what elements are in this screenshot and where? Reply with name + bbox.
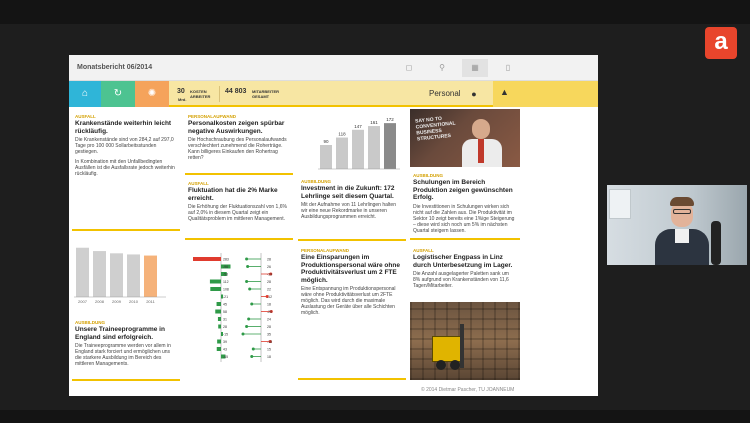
lehrlinge-chart — [298, 111, 406, 176]
report-slide — [69, 55, 598, 396]
card-abweichungen-chart[interactable] — [185, 245, 293, 380]
card-title: Fluktuation hat die 2% Marke erreicht. — [188, 187, 278, 202]
card-title: Schulungen im Bereich Produktion zeigen gewünschten Erfolg. — [413, 179, 513, 201]
card-title: Unsere Traineeprogramme in England sind erfolgreich. — [75, 326, 165, 341]
krankenstand-year-label: 2011 — [146, 299, 155, 304]
photo-person-head — [472, 119, 490, 139]
abweichung-value-left: 39 — [223, 340, 227, 344]
abweichung-value-left: 58 — [223, 310, 227, 314]
card-body: Eine Entspannung im Produktionspersonal wäre ohne Produktivitätsverlust um 2FTE möglich. Das wird durch die maximale Auslastung der Geräte über alle Schichten möglich. — [301, 286, 396, 316]
card-title: Logistischer Engpass in Linz durch Unterbesetzung im Lager. — [413, 254, 513, 269]
abweichung-lollipop-dot — [245, 325, 248, 328]
abweichung-value-right: -19 — [267, 272, 273, 277]
krankenstand-bar — [127, 254, 140, 297]
abweichung-value-right: -12 — [267, 295, 273, 299]
abweichung-bar-left — [210, 280, 221, 284]
lehrlinge-bar — [368, 126, 380, 169]
nav-button-refresh[interactable] — [101, 81, 135, 107]
card-title: Personalkosten zeigen spürbar negative Auswirkungen. — [188, 120, 285, 135]
krankenstand-bar — [144, 256, 157, 297]
kpi-cost-value: 30 — [177, 88, 185, 95]
slide-footer: © 2014 Dietmar Pascher, TU JOANNEUM — [421, 387, 515, 393]
krankenstand-year-label: 2009 — [112, 299, 121, 304]
card-body: Die Erhöhung der Fluktuationszahl von 1,6% auf 2,0% in diesem Quartal zeigt ein Qualitätsproblem im mittleren Management. — [188, 204, 287, 222]
lehrlinge-value-label: 172 — [386, 117, 394, 123]
card-title: Krankenstände weiterhin leicht rückläufig. — [75, 120, 172, 135]
abweichung-value-left: -21 — [223, 295, 229, 299]
card-body: Die Hochschraubung des Personalaufwands verschlechtert zunehmend die Roherträge. Kann billigeres Einkaufen den Rohertrag retten? — [188, 137, 287, 161]
nav-button-settings[interactable] — [135, 81, 169, 107]
abweichung-bar-left — [217, 302, 221, 306]
lehrlinge-value-label: 161 — [370, 120, 378, 126]
lehrlinge-value-label: 147 — [354, 123, 362, 129]
abweichung-bar-left — [218, 317, 221, 321]
krankenstand-year-label: 2010 — [129, 299, 138, 304]
abweichung-lollipop-dot — [245, 280, 248, 283]
abweichung-value-right: 24 — [267, 317, 271, 322]
card-lehrlinge-chart[interactable] — [298, 111, 406, 176]
krankenstand-year-label: 2007 — [78, 299, 87, 304]
krankenstand-bar — [93, 251, 106, 297]
card-schulungen[interactable] — [410, 170, 520, 240]
card-fluktuation[interactable] — [185, 178, 293, 240]
abweichung-bar-left — [217, 347, 221, 351]
abweichung-value-right: 28 — [267, 325, 271, 329]
card-body: Die Investitionen in Schulungen wirken sich nicht auf die Zahlen aus. Die Produktivität im Sektor 10 zeigt bereits eine 1%ige Steigerung – diese wird sich noch um 5% im nächsten Quartal steigern lassen. — [413, 203, 515, 234]
microphone-icon — [711, 221, 721, 265]
comment-icon[interactable]: ◻ — [405, 63, 413, 72]
abweichung-value-right: 26 — [267, 265, 271, 269]
abweichung-value-right: 18 — [267, 355, 271, 359]
webcam-person-hair — [670, 197, 694, 206]
lehrlinge-value-label: 118 — [338, 131, 346, 137]
krankenstand-year-label: 2008 — [95, 299, 104, 304]
forklift-mast — [460, 324, 464, 368]
nav-button-home[interactable] — [69, 81, 101, 107]
abweichung-value-right: 28 — [267, 257, 271, 262]
person-icon[interactable]: ● — [471, 89, 477, 99]
abweichung-bar-left — [210, 287, 221, 291]
abweichungen-chart — [185, 245, 293, 380]
abweichung-value-right: 35 — [267, 332, 271, 337]
webcam-window — [609, 189, 631, 219]
abweichung-lollipop-dot — [245, 258, 248, 261]
card-tag: AUSFALL — [188, 181, 209, 186]
card-title: Eine Einsparungen im Produktionspersonal wäre ohne Produktivitätsverlust um 2 FTE möglich. — [301, 254, 400, 284]
card-lehrlinge[interactable] — [298, 176, 406, 241]
lehrlinge-bar — [336, 138, 348, 169]
pallet-stack — [410, 302, 520, 380]
abweichung-value-right: -18 — [267, 340, 273, 344]
krankenstand-bar — [76, 248, 89, 297]
abweichung-value-left: 45 — [223, 302, 227, 307]
card-body: Die Krankenstände sind von 284,2 auf 297,0 Tage pro 100 000 Sollarbeitsstunden gestiegen. — [75, 137, 174, 155]
card-produktionspersonal[interactable] — [298, 245, 406, 380]
card-tag: PERSONALAUFWAND — [188, 114, 236, 119]
photo-sign-text: SAY NO TO CONVENTIONAL BUSINESS STRUCTURES — [414, 115, 456, 143]
abweichung-value-left: -58 — [223, 272, 229, 277]
card-body: Mit der Aufnahme von 11 Lehrlingen halten wir eine neue Rekordmarke in unseren Ausbildungsprogrammen erreicht. — [301, 202, 396, 220]
abweichung-value-right: -20 — [267, 310, 273, 314]
abweichung-lollipop-dot — [247, 318, 250, 321]
abweichung-value-left: 43 — [223, 347, 227, 352]
abweichung-value-left: 28 — [223, 325, 227, 329]
presenter-photo — [410, 109, 520, 167]
grid-icon[interactable]: ▦ — [462, 59, 488, 77]
card-krankenstand-chart[interactable] — [72, 233, 180, 313]
lehrlinge-bar — [352, 130, 364, 169]
slide-title: Monatsbericht 06/2014 — [77, 64, 153, 71]
abweichung-bar-left — [218, 325, 221, 329]
abweichung-value-right: 15 — [267, 347, 271, 352]
abweichung-value-right: 18 — [267, 302, 271, 307]
card-body-2: In Kombination mit den Unfallbedingten Ausfällen ist die Ausfallsrate jedoch weiterhin rückläufig. — [75, 159, 175, 177]
kpi-cost-unit: Mrd. — [178, 97, 187, 102]
kpi-separator — [219, 86, 220, 102]
abweichung-value-right: 22 — [267, 287, 271, 292]
card-title: Investment in die Zukunft: 172 Lehrlinge seit diesem Quartal. — [301, 185, 395, 200]
window-bottom-bar — [0, 410, 750, 423]
abweichung-lollipop-dot — [252, 348, 255, 351]
app-logo-icon: a — [705, 27, 737, 59]
document-icon[interactable]: ▯ — [505, 63, 511, 72]
abweichung-lollipop-dot — [250, 303, 253, 306]
slide-header — [69, 55, 598, 81]
abweichung-value-left: 283 — [223, 257, 229, 262]
kpi-toolbar — [69, 81, 598, 107]
forklift-photo — [410, 302, 520, 380]
webcam-feed — [607, 185, 747, 265]
kpi-staff-value: 44 803 — [225, 88, 247, 95]
lehrlinge-value-label: 90 — [323, 139, 329, 144]
photo-person-tie — [478, 139, 484, 163]
card-tag: AUSBILDUNG — [75, 320, 105, 325]
card-tag: AUSBILDUNG — [301, 179, 331, 184]
card-tag: AUSBILDUNG — [413, 173, 443, 178]
card-body: Die Anzahl ausgelagerter Paletten sank um 8% aufgrund von Krankenständen von 11,6 Tagen/Mitarbeiter. — [413, 271, 509, 289]
lehrlinge-bar — [384, 123, 396, 169]
abweichung-value-left: -96 — [223, 265, 229, 269]
kpi-staff-label: MITARBEITER GESAMT — [252, 89, 280, 99]
forklift-body — [432, 336, 462, 362]
webcam-person-glasses — [673, 209, 691, 214]
abweichung-value-left: -45 — [223, 355, 229, 359]
abweichung-lollipop-dot — [250, 355, 253, 358]
forklift-wheel — [450, 360, 460, 370]
gear-icon: ✺ — [147, 88, 157, 99]
persona-label: Personal — [429, 89, 461, 98]
refresh-icon: ↻ — [113, 88, 123, 99]
abweichung-bar-left — [215, 310, 221, 314]
abweichung-value-left: -15 — [223, 332, 229, 337]
abweichung-value-left: 31 — [223, 317, 227, 322]
abweichung-lollipop-dot — [242, 333, 245, 336]
abweichung-bar-left — [217, 340, 221, 344]
card-tag: PERSONALAUFWAND — [301, 248, 349, 253]
card-body: Die Traineeprogramme werden vor allem in England stark forciert und ermöglichen uns die starkere Ausbildung im Bereich des mittleren Managements. — [75, 343, 171, 367]
lehrlinge-bar — [320, 145, 332, 169]
abweichung-value-right: 28 — [267, 280, 271, 284]
forklift-wheel — [436, 360, 446, 370]
kpi-cost-label: KOSTEN ARBEITER — [190, 89, 211, 99]
abweichung-value-left: 108 — [223, 287, 229, 292]
card-tag: AUSFALL — [413, 248, 434, 253]
search-icon[interactable]: ⚲ — [439, 63, 445, 72]
home-icon: ⌂ — [81, 88, 89, 99]
krankenstand-bar — [110, 253, 123, 297]
abweichung-lollipop-dot — [246, 265, 249, 268]
window-top-bar — [0, 0, 750, 24]
card-trainee[interactable] — [72, 317, 180, 381]
alert-icon: ▲ — [500, 87, 509, 97]
abweichung-lollipop-dot — [248, 288, 251, 291]
card-personalkosten[interactable] — [185, 111, 293, 175]
webcam-person-collar — [675, 229, 689, 243]
abweichung-bar-left — [193, 257, 221, 261]
card-logistik[interactable] — [410, 245, 520, 300]
abweichung-value-left: 112 — [223, 280, 229, 284]
krankenstand-chart — [72, 233, 180, 313]
card-krankenstand[interactable] — [72, 111, 180, 231]
card-tag: AUSFALL — [75, 114, 96, 119]
